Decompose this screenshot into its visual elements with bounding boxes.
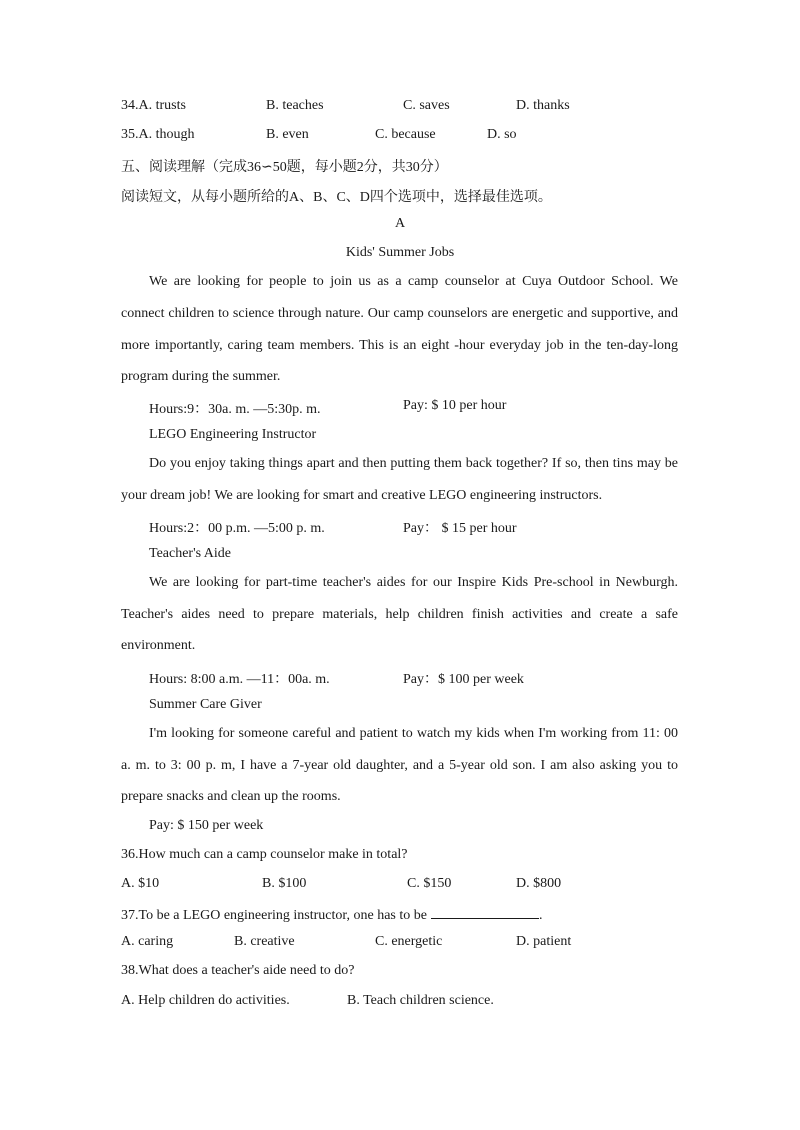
paragraph-line: Do you enjoy taking things apart and then putting them back together? If so, then tins may be <box>149 456 678 471</box>
q37-option-c: C. energetic <box>375 934 443 949</box>
q36-option-d: D. $800 <box>516 876 562 891</box>
q34-option-c: C. saves <box>403 98 450 113</box>
instructions: 阅读短文，从每小题所给的A、B、C、D四个选项中，选择最佳选项。 <box>121 190 552 205</box>
job-title: Summer Care Giver <box>149 697 262 712</box>
q35-option-c: C. because <box>375 127 436 142</box>
q38-option-b: B. Teach children science. <box>347 993 494 1008</box>
q35-option-b: B. even <box>266 127 309 142</box>
job-pay: Pay：$ 100 per week <box>403 672 524 687</box>
paragraph-line: your dream job! We are looking for smart and creative LEGO engineering instructors. <box>121 488 603 503</box>
q37-option-d: D. patient <box>516 934 572 949</box>
job-title: LEGO Engineering Instructor <box>149 427 317 442</box>
paragraph-line: environment. <box>121 638 196 653</box>
q36-option-b: B. $100 <box>262 876 307 891</box>
q37-option-a: A. caring <box>121 934 174 949</box>
paragraph-line: We are looking for people to join us as a camp counselor at Cuya Outdoor School. We <box>149 274 678 289</box>
section-heading: 五、阅读理解（完成36∽50题，每小题2分，共30分） <box>121 160 448 175</box>
job-hours: Hours:2：00 p.m. —5:00 p. m. <box>149 521 325 536</box>
job-pay: Pay： $ 15 per hour <box>403 521 517 536</box>
question-stem: 36.How much can a camp counselor make in total? <box>121 847 408 862</box>
q34-option-b: B. teaches <box>266 98 324 113</box>
passage-title: Kids' Summer Jobs <box>345 245 455 260</box>
paragraph-line: connect children to science through nature. Our camp counselors are energetic and supportive, and <box>121 306 678 321</box>
q34-option-d: D. thanks <box>516 98 570 113</box>
paragraph-line: a. m. to 3: 00 p. m, I have a 7-year old daughter, and a 5-year old son. I am also asking you to <box>121 758 678 773</box>
paragraph-line: prepare snacks and clean up the rooms. <box>121 789 341 804</box>
q35-option-a: 35.A. though <box>121 127 195 142</box>
paragraph-line: Teacher's aides need to prepare materials, help children finish activities and create a safe <box>121 607 678 622</box>
q34-option-a: 34.A. trusts <box>121 98 186 113</box>
job-hours: Hours:9：30a. m. —5:30p. m. <box>149 402 321 417</box>
question-stem: 37.To be a LEGO engineering instructor, one has to be . <box>121 905 542 924</box>
passage-label: A <box>394 216 406 231</box>
job-title: Teacher's Aide <box>149 546 232 561</box>
job-pay: Pay: $ 150 per week <box>149 818 264 833</box>
q36-option-a: A. $10 <box>121 876 160 891</box>
paragraph-line: program during the summer. <box>121 369 281 384</box>
answer-blank <box>431 905 539 919</box>
job-hours: Hours: 8:00 a.m. —11：00a. m. <box>149 672 330 687</box>
paragraph-line: We are looking for part-time teacher's aides for our Inspire Kids Pre-school in Newburgh. <box>149 575 678 590</box>
q35-option-d: D. so <box>487 127 517 142</box>
q38-option-a: A. Help children do activities. <box>121 993 290 1008</box>
paragraph-line: more importantly, caring team members. This is an eight -hour everyday job in the ten-day-long <box>121 338 678 353</box>
job-pay: Pay: $ 10 per hour <box>403 398 507 413</box>
question-stem: 38.What does a teacher's aide need to do? <box>121 963 355 978</box>
q37-option-b: B. creative <box>234 934 295 949</box>
paragraph-line: I'm looking for someone careful and patient to watch my kids when I'm working from 11: 00 <box>149 726 678 741</box>
q36-option-c: C. $150 <box>407 876 452 891</box>
